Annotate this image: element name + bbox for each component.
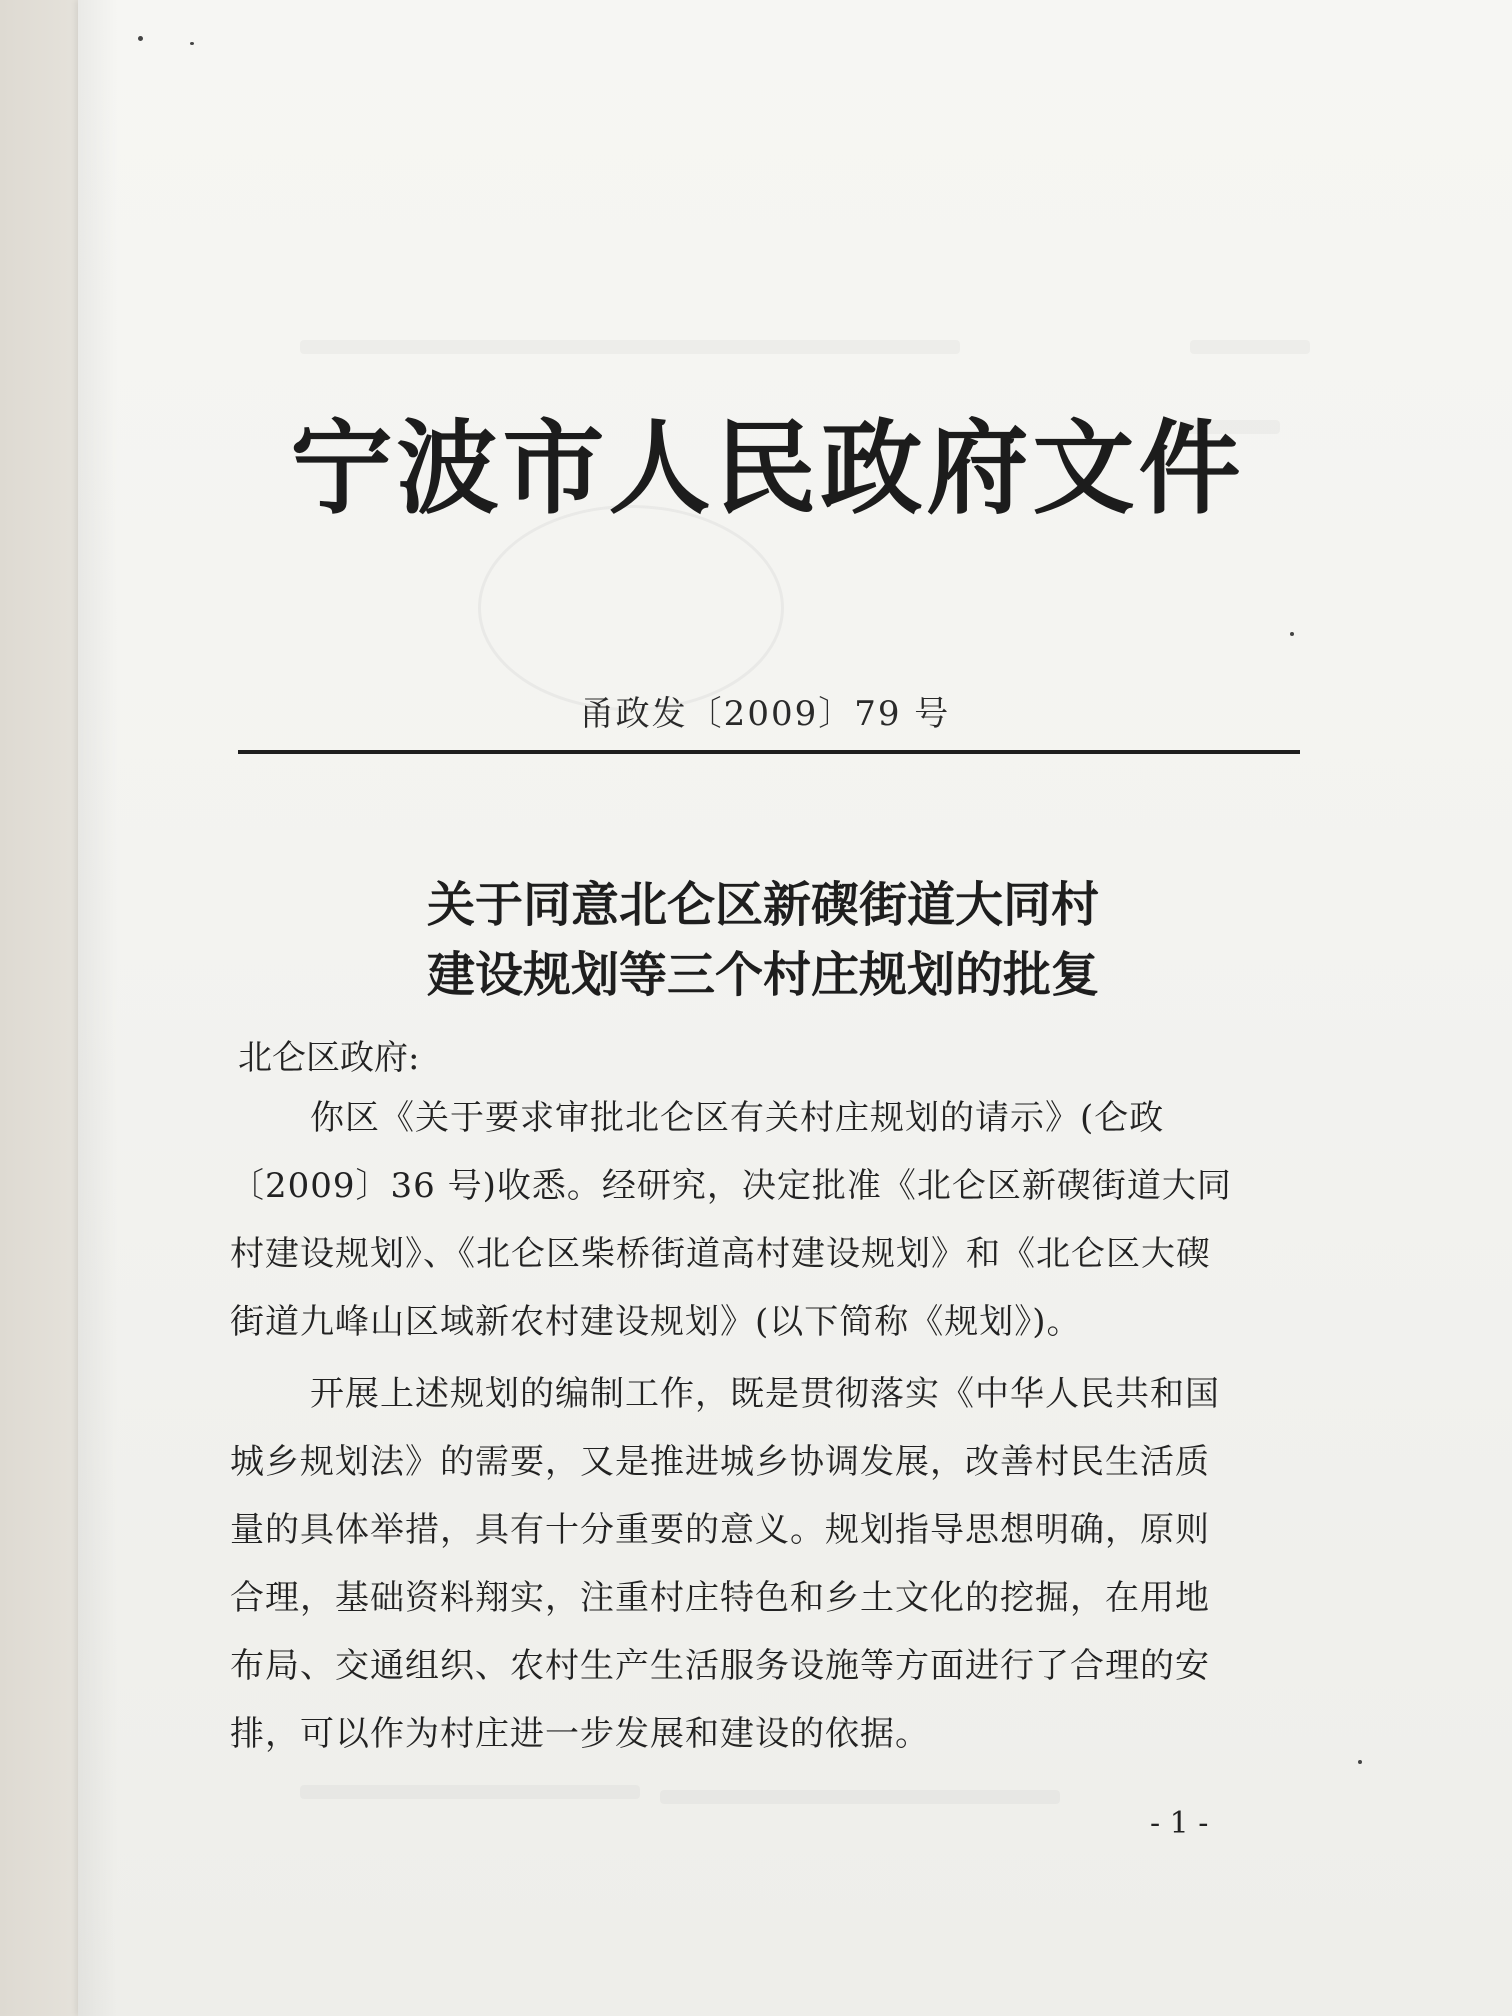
- paper-speck: [1290, 632, 1294, 636]
- faint-seal-show-through: [478, 505, 784, 711]
- header-separator-line: [238, 750, 1300, 754]
- paragraph-2: [230, 1360, 1310, 1768]
- paragraph-line: 〔2009〕36 号)收悉。经研究，决定批准《北仑区新碶街道大同: [230, 1166, 1232, 1206]
- paragraph-line: 街道九峰山区域新农村建设规划》(以下简称《规划》)。: [230, 1302, 1082, 1342]
- paragraph-line: 村建设规划》、《北仑区柴桥街道高村建设规划》和《北仑区大碶: [230, 1234, 1211, 1274]
- page-number: - 1 -: [1150, 1806, 1209, 1841]
- show-through-text: [660, 1790, 1060, 1804]
- paragraph-line: 布局、交通组织、农村生产生活服务设施等方面进行了合理的安: [230, 1646, 1210, 1686]
- addressee: 北仑区政府:: [238, 1038, 420, 1078]
- document-title: [0, 870, 1512, 1010]
- document-number: 甬政发〔2009〕79 号: [579, 694, 951, 734]
- paragraph-line: 城乡规划法》的需要，又是推进城乡协调发展，改善村民生活质: [230, 1442, 1210, 1482]
- paragraph-line: 你区《关于要求审批北仑区有关村庄规划的请示》(仑政: [310, 1098, 1165, 1138]
- show-through-text: [300, 340, 960, 354]
- paragraph-1: [230, 1084, 1310, 1356]
- paragraph-line: 排，可以作为村庄进一步发展和建设的依据。: [230, 1714, 930, 1754]
- show-through-text: [1190, 340, 1310, 354]
- paper-speck: [138, 36, 143, 41]
- document-title-line: 关于同意北仑区新碶街道大同村: [426, 877, 1099, 933]
- document-header-title: 宁波市人民政府文件: [290, 409, 1245, 529]
- paper-speck: [1358, 1760, 1362, 1764]
- show-through-text: [300, 1785, 640, 1799]
- paragraph-line: 合理，基础资料翔实，注重村庄特色和乡土文化的挖掘，在用地: [230, 1578, 1210, 1618]
- paragraph-line: 开展上述规划的编制工作，既是贯彻落实《中华人民共和国: [310, 1374, 1220, 1414]
- paragraph-line: 量的具体举措，具有十分重要的意义。规划指导思想明确，原则: [230, 1510, 1210, 1550]
- document-title-line: 建设规划等三个村庄规划的批复: [426, 947, 1099, 1003]
- paper-speck: [190, 42, 194, 45]
